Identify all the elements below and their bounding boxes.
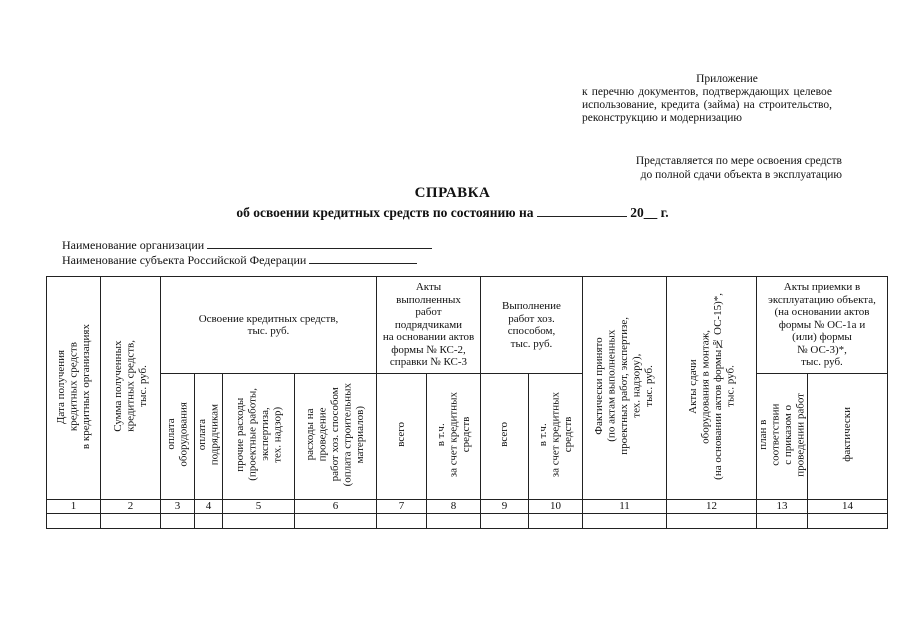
- col-number: 9: [481, 500, 529, 514]
- table-cell[interactable]: [481, 513, 529, 528]
- col-number: 3: [161, 500, 195, 514]
- col-number: 11: [583, 500, 667, 514]
- header-group-hoz: Выполнение работ хоз. способом, тыс. руб.: [481, 277, 583, 374]
- col3-text: оплата оборудования: [165, 402, 190, 468]
- header-col-13: [757, 374, 808, 500]
- region-label: Наименование субъекта Российской Федерации: [62, 253, 307, 267]
- col10-text: в т.ч. за счет кредитных средств: [536, 392, 574, 478]
- submission-note: [560, 154, 842, 182]
- table-cell[interactable]: [757, 513, 808, 528]
- col14-text: фактически: [841, 407, 854, 463]
- col-number: 2: [101, 500, 161, 514]
- col7-text: всего: [395, 422, 408, 448]
- note-line-1: Представляется по мере освоения средств: [635, 155, 842, 167]
- org-blank[interactable]: [207, 236, 432, 249]
- header-col-10: [529, 374, 583, 500]
- header-group-akty: Акты выполненных работ подрядчиками на основании актов формы № КС-2, справки № КС-3: [377, 277, 481, 374]
- table-cell[interactable]: [667, 513, 757, 528]
- col1-text: Дата получения кредитных средств в кредитных организациях: [54, 323, 92, 449]
- header-col-8: [427, 374, 481, 500]
- col12-text: Акты сдачи оборудования в монтаж, (на основании актов формы№ ОС-15)*, тыс. руб.: [686, 292, 736, 480]
- appendix-block: [582, 73, 832, 125]
- appendix-text: к перечню документов, подтверждающих целевое использование, кредита (займа) на строительство, реконструкцию и модернизацию: [582, 86, 832, 124]
- table-cell[interactable]: [223, 513, 295, 528]
- col-number: 14: [808, 500, 888, 514]
- header-group-osvoenie: Освоение кредитных средств, тыс. руб.: [161, 277, 377, 374]
- subtitle-year: 20__ г.: [630, 205, 669, 220]
- header-col-7: [377, 374, 427, 500]
- header-col-12: [667, 277, 757, 500]
- document-subtitle: [0, 204, 905, 221]
- header-col-14: [808, 374, 888, 500]
- table-cell[interactable]: [583, 513, 667, 528]
- empty-data-row: [47, 513, 888, 528]
- col-number: 13: [757, 500, 808, 514]
- table-cell[interactable]: [808, 513, 888, 528]
- col2-text: Сумма полученных кредитных средств, тыс. руб.: [111, 340, 149, 433]
- date-blank[interactable]: [537, 204, 627, 217]
- col-number: 8: [427, 500, 481, 514]
- col6-text: расходы на проведение работ хоз. способом (оплата строительных материалов): [304, 383, 367, 487]
- table-cell[interactable]: [161, 513, 195, 528]
- table-cell[interactable]: [529, 513, 583, 528]
- header-col-2: [101, 277, 161, 500]
- header-col-5: [223, 374, 295, 500]
- report-table: [46, 276, 888, 529]
- col-number: 6: [295, 500, 377, 514]
- header-col-4: [195, 374, 223, 500]
- table-cell[interactable]: [101, 513, 161, 528]
- table-cell[interactable]: [47, 513, 101, 528]
- col13-text: план в соответствии с приказом о проведении работ: [757, 392, 807, 477]
- col-number: 7: [377, 500, 427, 514]
- col-number: 1: [47, 500, 101, 514]
- header-col-9: [481, 374, 529, 500]
- table-cell[interactable]: [295, 513, 377, 528]
- col5-text: прочие расходы (проектные работы, экспертиза, тех. надзор): [233, 388, 283, 482]
- table-cell[interactable]: [195, 513, 223, 528]
- col4-text: оплата подрядчикам: [196, 404, 221, 466]
- header-col-3: [161, 374, 195, 500]
- document-title: СПРАВКА: [414, 185, 491, 201]
- header-col-6: [295, 374, 377, 500]
- column-number-row: [47, 500, 888, 514]
- appendix-title: Приложение: [696, 73, 758, 85]
- region-field: [62, 251, 417, 268]
- note-line-2: до полной сдачи объекта в эксплуатацию: [640, 169, 842, 181]
- col-number: 12: [667, 500, 757, 514]
- subtitle-text: об освоении кредитных средств по состоянию на: [236, 205, 534, 220]
- org-label: Наименование организации: [62, 238, 205, 252]
- header-col-11: [583, 277, 667, 500]
- col8-text: в т.ч. за счет кредитных средств: [434, 392, 472, 478]
- header-group-priemki: Акты приемки в эксплуатацию объекта, (на основании актов формы № ОС-1а и (или) формы № ОС-3)*, тыс. руб.: [757, 277, 888, 374]
- col-number: 5: [223, 500, 295, 514]
- col9-text: всего: [498, 422, 511, 448]
- col11-text: Фактически принято (по актам выполненных проектных работ, экспертизе, тех. надзору), тыс. руб.: [593, 317, 656, 456]
- region-blank[interactable]: [309, 251, 417, 264]
- table-cell[interactable]: [377, 513, 427, 528]
- col-number: 10: [529, 500, 583, 514]
- col-number: 4: [195, 500, 223, 514]
- table-cell[interactable]: [427, 513, 481, 528]
- header-col-1: [47, 277, 101, 500]
